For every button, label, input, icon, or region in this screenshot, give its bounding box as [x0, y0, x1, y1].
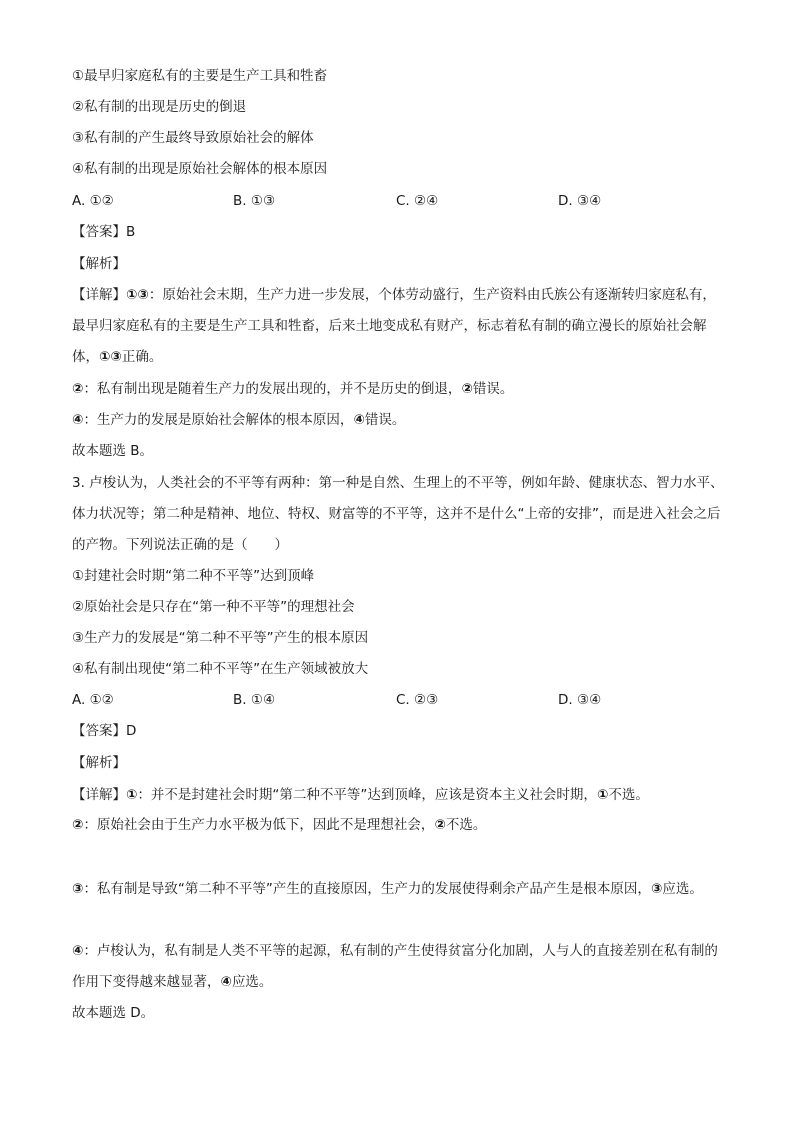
q3-analysis-tag: 【解析】 [72, 755, 126, 771]
q3-detail-3 [72, 874, 724, 905]
answer-value: D [126, 723, 137, 739]
detail-marker: ①③ [126, 287, 149, 303]
answer-tag: 【答案】 [72, 723, 126, 739]
detail-text: ：原始社会末期，生产力进一步发展，个体劳动盛行，生产资料由氏族公有逐渐转归家庭私有，最早归家庭私有的主要是生产工具和牲畜，后来土地变成私有财产，标志着私有制的确立漫长的原始社会解体， [72, 287, 716, 365]
q3-option-b: B. ①④ [233, 692, 276, 708]
detail-end-marker: ③ [650, 881, 663, 897]
q2-answer [72, 222, 135, 242]
detail-marker: ② [72, 817, 84, 833]
q2-option-d: D. ③④ [558, 193, 602, 209]
q3-statement-4: ④私有制出现使“第二种不平等”在生产领域被放大 [72, 661, 369, 677]
q3-option-d: D. ③④ [558, 692, 602, 708]
q2-statement-3: ③私有制的产生最终导致原始社会的解体 [72, 130, 314, 146]
detail-text: ：私有制是导致“第二种不平等”产生的直接原因，生产力的发展使得剩余产品产生是根本原因， [83, 881, 651, 897]
q3-detail-2 [72, 815, 486, 835]
detail-end: 正确。 [121, 349, 163, 365]
detail-end: 错误。 [364, 412, 406, 428]
q2-option-b: B. ①③ [233, 193, 276, 209]
detail-end-marker: ①③ [99, 349, 122, 365]
detail-marker: ① [126, 787, 138, 803]
q3-conclusion: 故本题选 D。 [72, 1005, 155, 1021]
answer-value: B [126, 224, 136, 240]
detail-text: ：生产力的发展是原始社会解体的根本原因， [83, 412, 354, 428]
q3-statement-1: ①封建社会时期“第二种不平等”达到顶峰 [72, 568, 315, 584]
q3-option-a: A. ①② [72, 692, 114, 708]
detail-end: 应选。 [231, 974, 273, 990]
q2-statement-1: ①最早归家庭私有的主要是生产工具和牲畜 [72, 68, 328, 84]
detail-text: ：私有制出现是随着生产力的发展出现的，并不是历史的倒退， [83, 381, 462, 397]
detail-end-marker: ① [596, 787, 609, 803]
detail-end-marker: ② [434, 817, 446, 833]
q2-analysis-tag: 【解析】 [72, 256, 126, 272]
q2-detail-2 [72, 379, 513, 399]
detail-tag: 【详解】 [72, 787, 126, 803]
q3-stem: 3. 卢梭认为，人类社会的不平等有两种：第一种是自然、生理上的不平等，例如年龄、健康状态、智力水平、体力状况等；第二种是精神、地位、特权、财富等的不平等，这并不是什么“上帝的安排”，而是进入社会之后的产物。下列说法正确的是（ ） [72, 475, 724, 553]
detail-marker: ③ [72, 881, 84, 897]
detail-marker: ② [72, 381, 84, 397]
detail-marker: ④ [72, 943, 84, 959]
q2-statement-2: ②私有制的出现是历史的倒退 [72, 99, 247, 115]
q2-statement-4: ④私有制的出现是原始社会解体的根本原因 [72, 161, 328, 177]
detail-end: 不选。 [608, 787, 649, 803]
detail-text: ：原始社会由于生产力水平极为低下，因此不是理想社会， [83, 817, 435, 833]
detail-text: ：卢梭认为，私有制是人类不平等的起源，私有制的产生使得贫富分化加剧，人与人的直接差别在私有制的作用下变得越来越显著， [72, 943, 718, 990]
detail-end: 错误。 [472, 381, 514, 397]
detail-end: 不选。 [445, 817, 487, 833]
q2-option-c: C. ②④ [396, 193, 439, 209]
q2-option-a: A. ①② [72, 193, 114, 209]
answer-tag: 【答案】 [72, 224, 126, 240]
detail-end-marker: ④ [220, 974, 232, 990]
q2-detail-1 [72, 280, 724, 373]
detail-end-marker: ② [461, 381, 473, 397]
detail-text: ：并不是封建社会时期“第二种不平等”达到顶峰，应该是资本主义社会时期， [137, 787, 597, 803]
q3-statement-2: ②原始社会是只存在“第一种不平等”的理想社会 [72, 599, 355, 615]
detail-tag: 【详解】 [72, 287, 126, 303]
detail-end: 应选。 [662, 881, 703, 897]
detail-marker: ④ [72, 412, 84, 428]
detail-end-marker: ④ [353, 412, 365, 428]
q3-statement-3: ③生产力的发展是“第二种不平等”产生的根本原因 [72, 630, 369, 646]
q3-option-c: C. ②③ [396, 692, 439, 708]
q3-detail-4 [72, 936, 724, 998]
q2-conclusion: 故本题选 B。 [72, 443, 154, 459]
q3-answer [72, 721, 136, 741]
q2-detail-3 [72, 410, 405, 430]
q3-detail-1 [72, 785, 649, 805]
